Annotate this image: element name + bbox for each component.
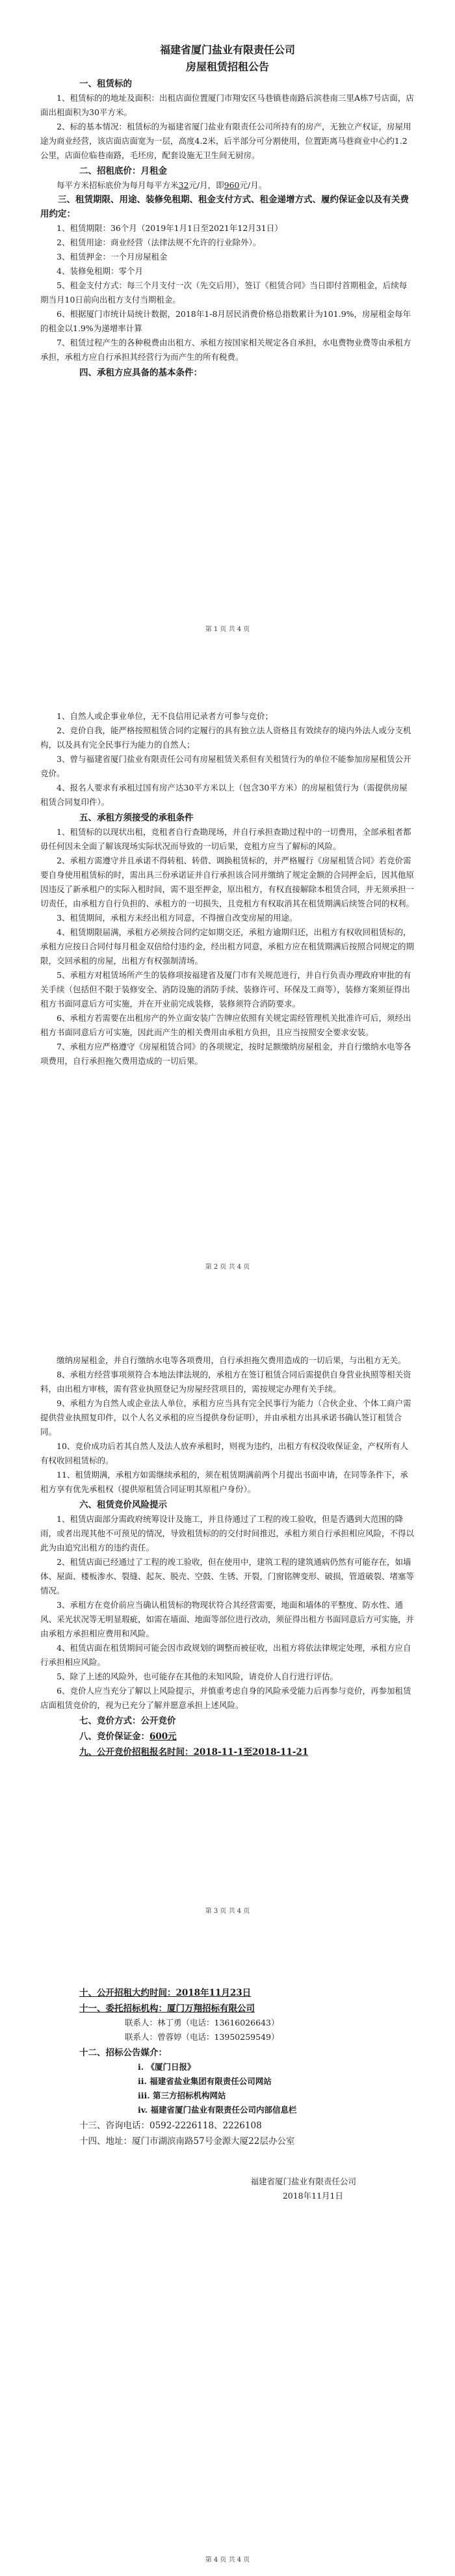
section-1-p2: 2、标的基本情况：租赁标的为福建省厦门盐业有限责任公司所持有的房产，无独立产权证，房屋用途为商业经营，该店面店面宽为一层，高度4.2米，后半部分可分割使用，位置距离马巷商业中心约1.2公里，店面位临巷南路，毛坯房，配套设施无卫生间无厨房。 xyxy=(40,122,411,160)
section-10-heading: 十、公开招租大约时间：2018年11月23日 xyxy=(79,1988,252,1998)
list-item: 7、承租方应严格遵守《房屋租赁合同》的各项规定，按时足额缴纳房屋租金，并自行缴纳水电等各项费用，自行承担拖欠费用造成的一切后果。 xyxy=(40,1042,411,1066)
section-14-text: 十四、地址：厦门市湖滨南路57号金源大厦22层办公室 xyxy=(79,2136,295,2147)
list-item: 2、竞价自我，能严格按照租赁合同约定履行的具有独立法人资格且有效续存的境内外法人或分支机构，以及具有完全民事行为能力的自然人； xyxy=(40,725,411,750)
document-title: 福建省厦门盐业有限责任公司 xyxy=(159,44,295,56)
section-11-heading: 十一、委托招标机构：厦门万翔招标有限公司 xyxy=(79,2003,255,2014)
list-item: 6、承租方若需要在出租房产的外立面安装广告牌应依照有关规定需经管理机关批准许可后，须经出租方书面同意后方可实施，因此而产生的相关费用由承租方负担，且应当按照安全要求安装。 xyxy=(40,1013,411,1037)
section-3-list xyxy=(40,221,415,364)
section-6-heading: 六、租赁竞价风险提示 xyxy=(79,1500,167,1510)
section-4-heading: 四、承租方应具备的基本条件： xyxy=(79,368,202,378)
page-footer-3: 第 3 页 共 4 页 xyxy=(205,1908,250,1915)
media-item: iv. 福建省厦门盐业有限责任公司内部信息栏 xyxy=(138,2105,297,2115)
list-item: 3、承租方在竞价前应当确认租赁标的物现状符合其经营需要，地面和墙体的平整度、防水性、通风、采光状况等无明显瑕疵，如需在墙面、地面等部位进行改动，须征得出租方书面同意后方可实施，并由承租方承担相应费用和风险。 xyxy=(40,1600,415,1638)
list-item: 缴纳房屋租金，并自行缴纳水电等各项费用，自行承担拖欠费用造成的一切后果，与出租方无关。 xyxy=(57,1355,406,1365)
list-item: 4、租赁店面在租赁期间可能会因市政规划的调整而被征收，出租方将依法律规定处理，承租方应自行承担相应风险。 xyxy=(40,1643,411,1667)
media-item: i. 《厦门日报》 xyxy=(138,2062,196,2072)
section-9-heading: 九、公开竞价招租报名时间：2018-11-1至2018-11-21 xyxy=(79,1747,309,1757)
list-item: 7、租赁过程产生的各种税费由出租方、承租方按国家相关规定各自承担，水电费物业费等由承租方承担，承租方应自行承担其经营行为而产生的所有税费。 xyxy=(40,338,411,362)
list-item: 8、承租方经营事项须符合本地法律法规的，承租方在签订租赁合同后需提供自身营业执照等相关资料，由出租方审核，需有营业执照登记为房屋经营项目的，需按规定办理有关手续。 xyxy=(40,1370,411,1394)
list-item: 2、租赁店面已经通过了工程的竣工验收，但在使用中，建筑工程的建筑通病仍然有可能存在，如墙体、屋面、楼板渗水、裂缝、起灰、脱壳、空鼓、生锈、开裂，门窗铭牌变形、破损，管道破裂、堵塞等情况。 xyxy=(40,1557,415,1595)
sign-date: 2018年11月1日 xyxy=(282,2191,343,2201)
page-1 xyxy=(0,0,455,644)
page-2 xyxy=(0,644,455,1288)
list-item: 5、租金支付方式：每三个月支付一次（先交后用），签订《租赁合同》当日即付首期租金，后续每期当月10日前向出租方支付当期租金。 xyxy=(40,280,408,305)
list-item: 6、根据厦门市统计局统计数据，2018年1-8月居民消费价格总指数累计为101.9%，房屋租金每年的租金以1.9%为递增率计算 xyxy=(40,309,411,333)
section-12-heading: 十二、招标公告媒介： xyxy=(79,2048,167,2058)
list-item: 6、竞价人应当充分了解以上风险提示，并慎重考虑自身的风险承受能力后再参与竞价，再参加租赁店面租赁竞价的，视为已充分了解并愿意承担上述风险。 xyxy=(40,1686,411,1710)
contact-1: 联系人：林丁勇（电话：13616026643） xyxy=(125,2018,280,2027)
section-5-heading: 五、承租方须接受的承租条件 xyxy=(79,813,194,823)
list-item: 9、承租方为自然人或企业法人单位，承租方应当具有完全民事行为能力（合伙企业、个体工商户需提供营业执照复印件，以个人名义承租的应当提供身份证明），并由承租方出具承诺书确认签订租赁合同。 xyxy=(40,1398,411,1437)
document-subtitle: 房屋租赁招租公告 xyxy=(185,61,269,73)
section-1-heading: 一、租赁标的 xyxy=(79,79,132,89)
list-item: 4、装修免租期：零个月 xyxy=(57,266,143,276)
page-footer-4: 第 4 页 共 4 页 xyxy=(205,2556,250,2564)
list-item: 4、租赁期限届满，承租方必须按合同约定如期交还，承租方逾期归还，出租方有权收回租赁标的，承租方应按日合同付每月租金双倍给付违约金，经出租方同意，承租方应在租赁期满后按照合同规定的期限，交回承租的房屋，出租方有权强制清场。 xyxy=(40,927,415,966)
list-item: 10、竞价成功后若其自然人及法人放弃承租时，则视为违约，出租方有权没收保证金，产权所有人有权收回租赁标的。 xyxy=(40,1441,408,1465)
list-item: 1、自然人或企事业单位，无不良信用记录者方可参与竞价； xyxy=(57,711,273,721)
section-2-heading: 二、招租底价：月租金 xyxy=(79,166,167,176)
list-item: 1、租赁标的以现状出租，竞租者自行查勘现场，并自行承担查勘过程中的一切费用，全部承租者都毋任何因未全面了解该现场实际状况而导致的一切后果，竞租方应当了解标的风险。 xyxy=(40,827,411,851)
list-item: 3、租赁期间，承租方未经出租方同意，不得擅自改变房屋的用途。 xyxy=(57,913,298,923)
page-4 xyxy=(0,1932,455,2576)
page-footer-1: 第 1 页 共 4 页 xyxy=(205,626,250,633)
list-item: 4、报名人要求有承租过国有房产达30平方米以上（包含30平方米）的房屋租赁行为（需提供房屋租赁合同复印件）。 xyxy=(40,783,408,807)
list-item: 5、承租方对租赁场所产生的装修项按福建省及厦门市有关规范进行，并自行负责办理政府审批的有关手续（包括但不限于装修安全、消防设施的消防手续、装修许可、环保及工商等），装修方案须征得出租方书面同意后方可实施，并在开业前完成装修，装修须符合消防要求。 xyxy=(40,970,411,1009)
media-item: ii. 福建省盐业集团有限责任公司网站 xyxy=(138,2076,272,2086)
list-item: 5、除了上述的风险外，也可能存在其他的未知风险，请竞价人自行进行评估。 xyxy=(57,1672,338,1681)
list-item: 3、租赁押金：一个月房屋租金 xyxy=(57,252,168,262)
section-7-heading: 七、竞价方式：公开竞价 xyxy=(79,1716,176,1726)
list-item: 1、租赁店面部分需政府统筹设计及施工，并且待通过了工程的竣工验收，但是否遇到大范围的降雨，或者出现其他不可预见的情况，导致租赁标的的交付时间推迟，承租方须自行承担相应风险，不得以此为由追究出租方的违约责任。 xyxy=(40,1514,415,1552)
list-item: 3、曾与福建省厦门盐业有限责任公司有房屋租赁关系但有关租赁行为的单位不能参加房屋租赁公开竞价。 xyxy=(40,754,411,778)
list-item: 2、租赁用途：商业经营（法律法规不允许的行业除外）。 xyxy=(57,237,261,247)
section-2-p1: 每平方米招标底价为每月每平方米32元/月，即960元/月。 xyxy=(57,180,267,190)
section-8-heading: 八、竞价保证金：600元 xyxy=(79,1731,177,1742)
section-1-p1: 1、租赁标的的地址及面积：出租店面位置厦门市翔安区马巷镇巷南路后滨巷南三里A栋7号店面，店面出租面积为30平方米。 xyxy=(40,93,414,117)
section-3-heading: 三、租赁期限、用途、装修免租期、租金支付方式、租金递增方式、履约保证金以及有关费用约定： xyxy=(40,195,409,219)
list-item: 1、租赁期限：36个月（2019年1月1日至2021年12月31日） xyxy=(57,223,283,233)
page-3 xyxy=(0,1288,455,1932)
list-item: 2、承租方需遵守并且承诺不得转租、转借、调换租赁标的，并严格履行《房屋租赁合同》若竞价需要自身使用租赁标的时，需出具三份承诺证并自行承担该合同并缴纳了规定金额的合同押金后，因其他原因违反了新承租户的实际入租时间，需不退至押金，原出租方，有权直接解除本租赁合同，并无须承担一切责任，由承租方自行负担的、承租方的一切损失，且竞租方有权取消其在租赁期满后续签合同的权利。 xyxy=(40,856,415,908)
list-item: 11、租赁期满，承租方如需继续承租的，须在租赁期满前两个月提出书面申请，在同等条件下，承租方享有优先承租权（提供原租赁合同证明其原租户身份）。 xyxy=(40,1470,408,1494)
contact-2: 联系人：曾蓉婷（电话：13950259549） xyxy=(125,2032,280,2042)
media-item: iii. 第三方招标机构网站 xyxy=(138,2091,226,2100)
page-footer-2: 第 2 页 共 4 页 xyxy=(205,1264,250,1271)
signer: 福建省厦门盐业有限责任公司 xyxy=(250,2176,356,2186)
section-13-text: 十三、咨询电话：0592-2226118、2226108 xyxy=(79,2121,262,2131)
